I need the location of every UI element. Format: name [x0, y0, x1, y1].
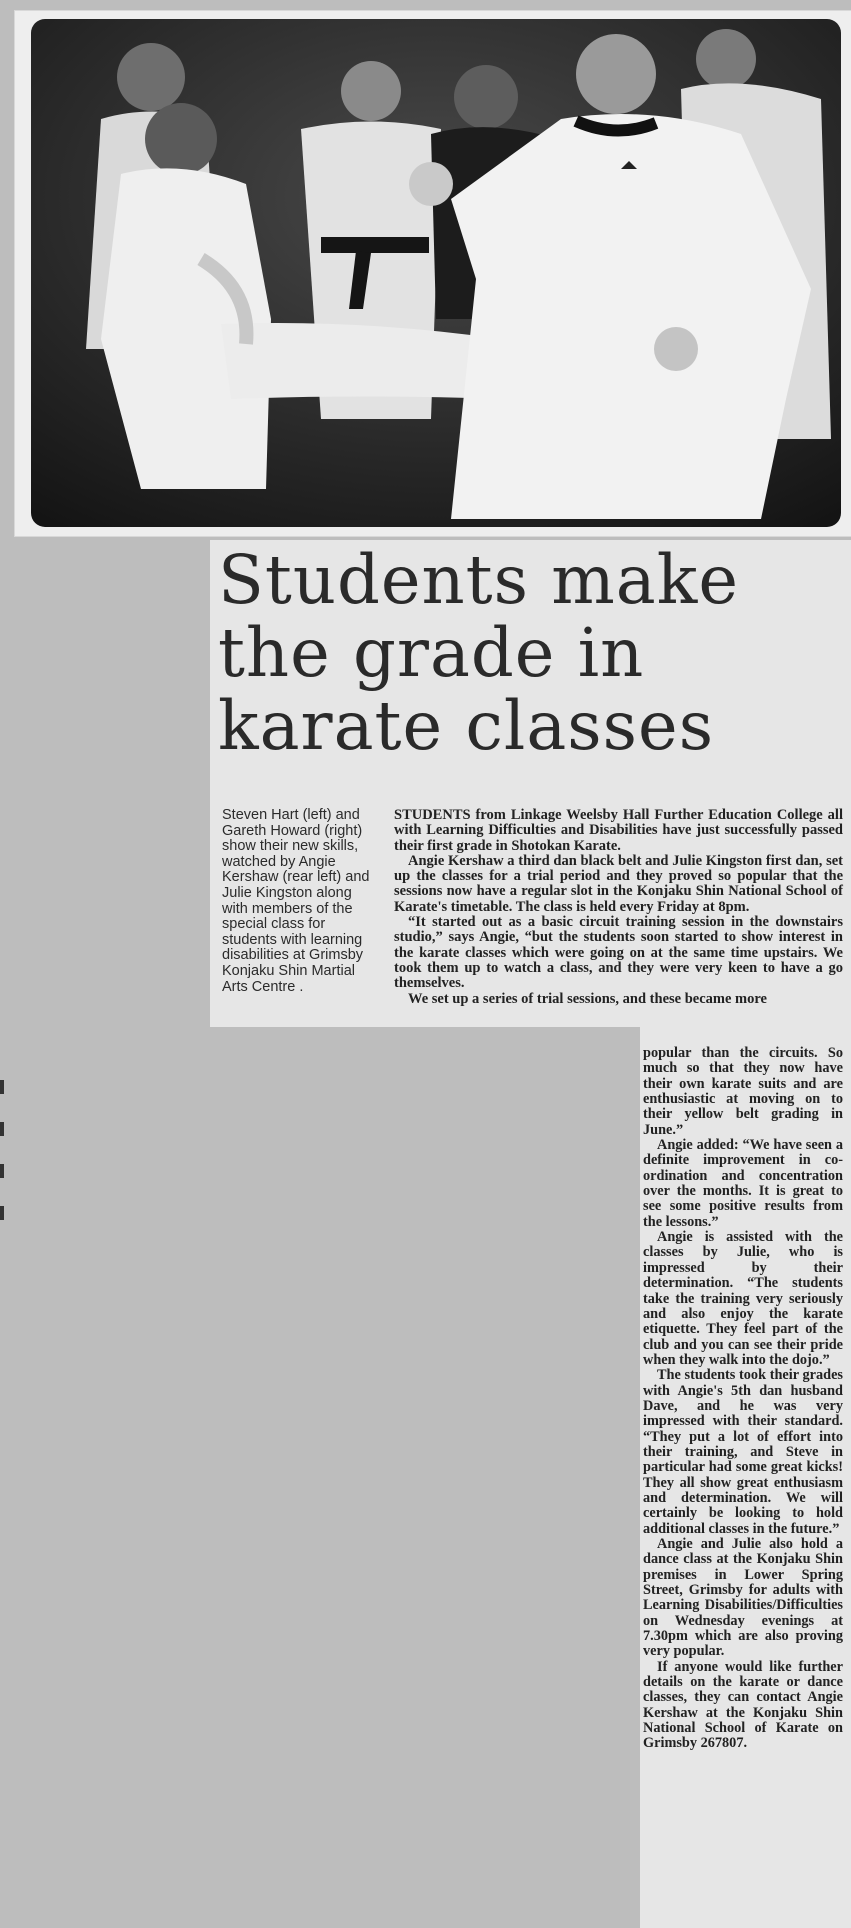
scan-edge-marks: [0, 1080, 4, 1310]
paragraph: Angie and Julie also hold a dance class at the Konjaku Shin premises in Lower Spring Street, Grimsby for adults with Learning Disabilities/Difficulties on Wednesday evenings at 7.30pm which are also proving very popular.: [643, 1536, 843, 1660]
photo-caption: Steven Hart (left) and Gareth Howard (right) show their new skills, watched by Angie Kershaw (rear left) and Julie Kingston along with members of the special class for students with learning disabilities at Grimsby Konjaku Shin Martial Arts Centre .: [222, 807, 370, 995]
paragraph: popular than the circuits. So much so that they now have their own karate suits and are enthusiastic at moving on to their yellow belt grading in June.”: [643, 1045, 843, 1138]
paragraph: “It started out as a basic circuit training session in the downstairs studio,” says Angie, “but the students soon started to show interest in the karate classes which were going on at the same time upstairs. We took them up to watch a class, and they were very keen to have a go themselves.: [394, 914, 843, 992]
article-headline: Students make the grade in karate classes: [218, 541, 739, 765]
karate-photo: [31, 19, 841, 527]
edge-mark: [0, 1080, 4, 1094]
photo-frame: [14, 10, 851, 537]
paragraph: The students took their grades with Angie's 5th dan husband Dave, and he was very impressed with their standard. “They put a lot of effort into their training, and Steve in particular had some great kicks! They all show great enthusiasm and determination. We will certainly be looking to hold additional classes in the future.”: [643, 1367, 843, 1537]
paragraph: We set up a series of trial sessions, and these became more: [408, 990, 767, 1007]
paragraph: If anyone would like further details on the karate or dance classes, they can contact Angie Kershaw at the Konjaku Shin National School of Karate on Grimsby 267807.: [643, 1658, 843, 1752]
paragraph: STUDENTS from Linkage Weelsby Hall Further Education College all with Learning Difficulties and Disabilities have just successfully passed their first grade in Shotokan Karate.: [394, 807, 843, 854]
edge-mark: [0, 1164, 4, 1178]
edge-mark: [0, 1206, 4, 1220]
edge-mark: [0, 1122, 4, 1136]
paragraph: Angie is assisted with the classes by Julie, who is impressed by their determination. “The students take the training very seriously and also enjoy the karate etiquette. They feel part of the club and you can see their pride when they walk into the dojo.”: [643, 1229, 843, 1368]
paragraph: Angie Kershaw a third dan black belt and Julie Kingston first dan, set up the classes for a trial period and they proved so popular that the sessions now have a regular slot in the Konjaku Shin National School of Karate's timetable. The class is held every Friday at 8pm.: [394, 852, 843, 915]
article-body-narrow-column: [643, 1046, 843, 1752]
article-body-wide-column: [394, 808, 843, 1007]
paragraph: Angie added: “We have seen a definite improvement in co-ordination and concentration over the months. It is great to see some positive results from the lessons.”: [643, 1137, 843, 1230]
